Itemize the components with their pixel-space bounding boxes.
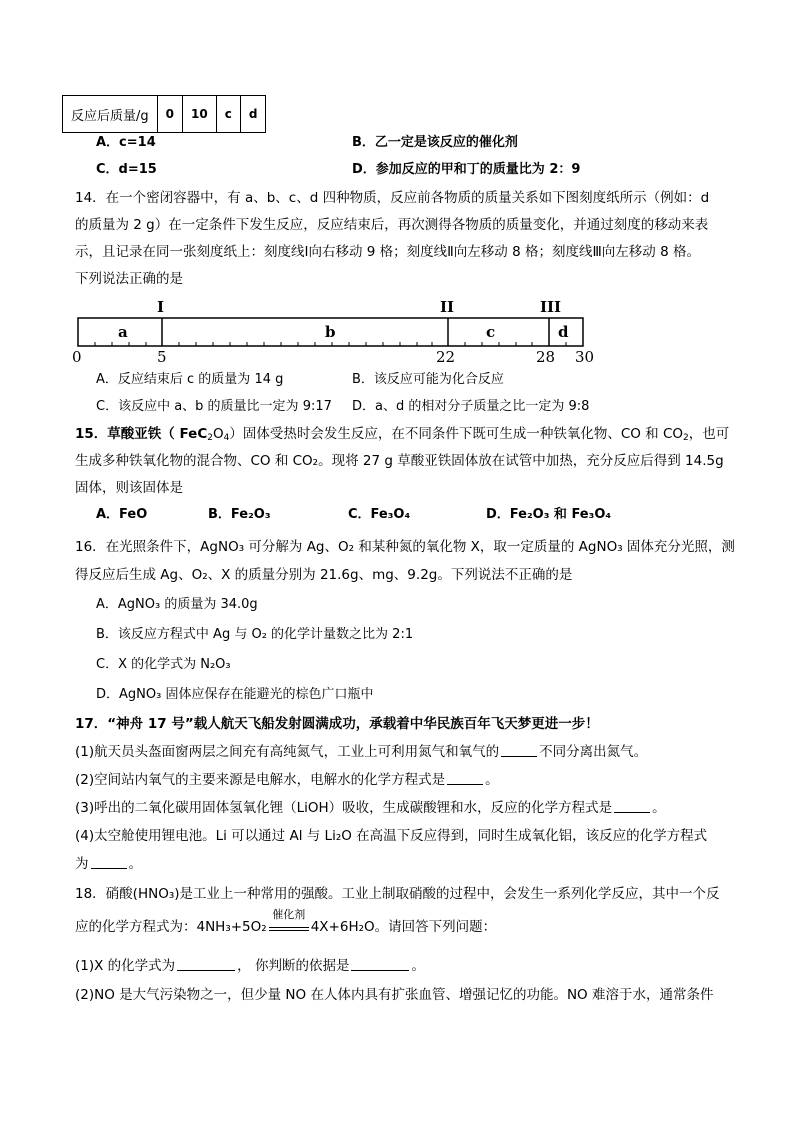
- q16-option-d: D．AgNO₃ 固体应保存在能避光的棕色广口瓶中: [96, 687, 374, 702]
- q14-line-2: 的质量为 2 g）在一定条件下发生反应，反应结束后，再次测得各物质的质量变化，并通过刻度的移动来表: [75, 217, 709, 233]
- segment-b: b: [325, 323, 336, 341]
- q15-option-d: D．Fe₂O₃ 和 Fe₃O₄: [486, 507, 612, 522]
- q17-line-1: 17．“神舟 17 号”载人航天飞船发射圆满成功，承载着中华民族百年飞天梦更进一步！: [75, 716, 599, 732]
- q14-option-d: D．a、d 的相对分子质量之比一定为 9:8: [352, 399, 590, 414]
- q18-part-1: (1)X 的化学式为 ， 你判断的依据是 。: [75, 958, 425, 974]
- marker-i: I: [157, 298, 165, 316]
- q15-option-c: C．Fe₃O₄: [348, 507, 411, 522]
- q14-line-1: 14．在一个密闭容器中，有 a、b、c、d 四种物质，反应前各物质的质量关系如下图刻度纸所示（例如：d: [75, 190, 710, 206]
- q18-part-2: (2)NO 是大气污染物之一，但少量 NO 在人体内具有扩张血管、增强记忆的功能。NO 难溶于水，通常条件: [75, 987, 714, 1003]
- answer-blank[interactable]: [351, 958, 409, 971]
- catalyst-arrow: 催化剂: [269, 921, 309, 931]
- table-cell-4: d: [240, 96, 266, 133]
- q15-option-a: A．FeO: [96, 507, 148, 522]
- segment-c: c: [486, 323, 496, 341]
- q13-option-b: B．乙一定是该反应的催化剂: [352, 135, 518, 150]
- marker-ii: II: [440, 298, 455, 316]
- tick-5: 5: [157, 348, 167, 364]
- answer-blank[interactable]: [447, 772, 483, 785]
- table-cell-1: 0: [157, 96, 182, 133]
- q13-option-d: D．参加反应的甲和丁的质量比为 2：9: [352, 162, 581, 177]
- q16-line-1: 16．在光照条件下，AgNO₃ 可分解为 Ag、O₂ 和某种氮的氧化物 X，取一定质量的 AgNO₃ 固体充分光照，测: [75, 539, 735, 555]
- q14-line-4: 下列说法正确的是: [75, 271, 183, 287]
- q18-line-1: 18．硝酸(HNO₃)是工业上一种常用的强酸。工业上制取硝酸的过程中，会发生一系列化学反应，其中一个反: [75, 886, 720, 902]
- q13-option-a: A．c=14: [96, 135, 156, 150]
- q17-part-1: (1)航天员头盔面窗两层之间充有高纯氮气，工业上可利用氮气和氧气的 不同分离出氮气。: [75, 744, 648, 760]
- answer-blank[interactable]: [177, 958, 235, 971]
- q18-equation-line: 应的化学方程式为：4NH₃+5O₂ 催化剂 4X+6H₂O。请回答下列问题：: [75, 908, 497, 935]
- table-cell-3: c: [216, 96, 240, 133]
- table-label-cell: 反应后质量/g: [63, 96, 158, 133]
- answer-blank[interactable]: [614, 800, 650, 813]
- q13-option-c: C．d=15: [96, 162, 157, 177]
- q15-line-1: 15．草酸亚铁（ $FeC_2O_4$）固体受热时会发生反应，在不同条件下既可生成一种铁氧化物、CO 和 $CO_2$，也可: [75, 426, 730, 443]
- segment-a: a: [118, 323, 128, 341]
- q17-part-4-line-1: (4)太空舱使用锂电池。Li 可以通过 Al 与 Li₂O 在高温下反应得到，同时生成氧化铝，该反应的化学方程式: [75, 828, 708, 844]
- mass-table: [62, 95, 266, 133]
- q16-option-b: B．该反应方程式中 Ag 与 O₂ 的化学计量数之比为 2:1: [96, 627, 414, 642]
- tick-30: 30: [575, 348, 595, 364]
- ruler-diagram: [70, 292, 610, 364]
- q17-part-3: (3)呼出的二氧化碳用固体氢氧化锂（LiOH）吸收，生成碳酸锂和水，反应的化学方程式是 。: [75, 800, 666, 816]
- q14-option-b: B．该反应可能为化合反应: [352, 372, 504, 387]
- answer-blank[interactable]: [501, 744, 537, 757]
- segment-d: d: [558, 323, 569, 341]
- q17-part-2: (2)空间站内氧气的主要来源是电解水，电解水的化学方程式是 。: [75, 772, 499, 788]
- tick-0: 0: [72, 348, 82, 364]
- q17-part-4-line-2: 为 。: [75, 856, 142, 872]
- q16-option-c: C．X 的化学式为 N₂O₃: [96, 657, 231, 672]
- tick-22: 22: [436, 348, 456, 364]
- q14-line-3: 示，且记录在同一张刻度纸上：刻度线Ⅰ向右移动 9 格；刻度线Ⅱ向左移动 8 格；刻度线Ⅲ向左移动 8 格。: [75, 244, 700, 260]
- q14-option-a: A．反应结束后 c 的质量为 14 g: [96, 372, 284, 387]
- marker-iii: III: [540, 298, 562, 316]
- q15-line-3: 固体，则该固体是: [75, 480, 183, 496]
- q15-option-b: B．Fe₂O₃: [208, 507, 271, 522]
- q15-line-2: 生成多种铁氧化物的混合物、CO 和 CO₂。现将 27 g 草酸亚铁固体放在试管中加热，充分反应后得到 14.5g: [75, 453, 724, 469]
- q16-option-a: A．AgNO₃ 的质量为 34.0g: [96, 597, 258, 612]
- answer-blank[interactable]: [91, 856, 127, 869]
- table-cell-2: 10: [183, 96, 217, 133]
- q16-line-2: 得反应后生成 Ag、O₂、X 的质量分别为 21.6g、mg、9.2g。下列说法不正确的是: [75, 567, 573, 583]
- tick-28: 28: [536, 348, 556, 364]
- q14-option-c: C．该反应中 a、b 的质量比一定为 9:17: [96, 399, 332, 414]
- table-row: [63, 96, 266, 133]
